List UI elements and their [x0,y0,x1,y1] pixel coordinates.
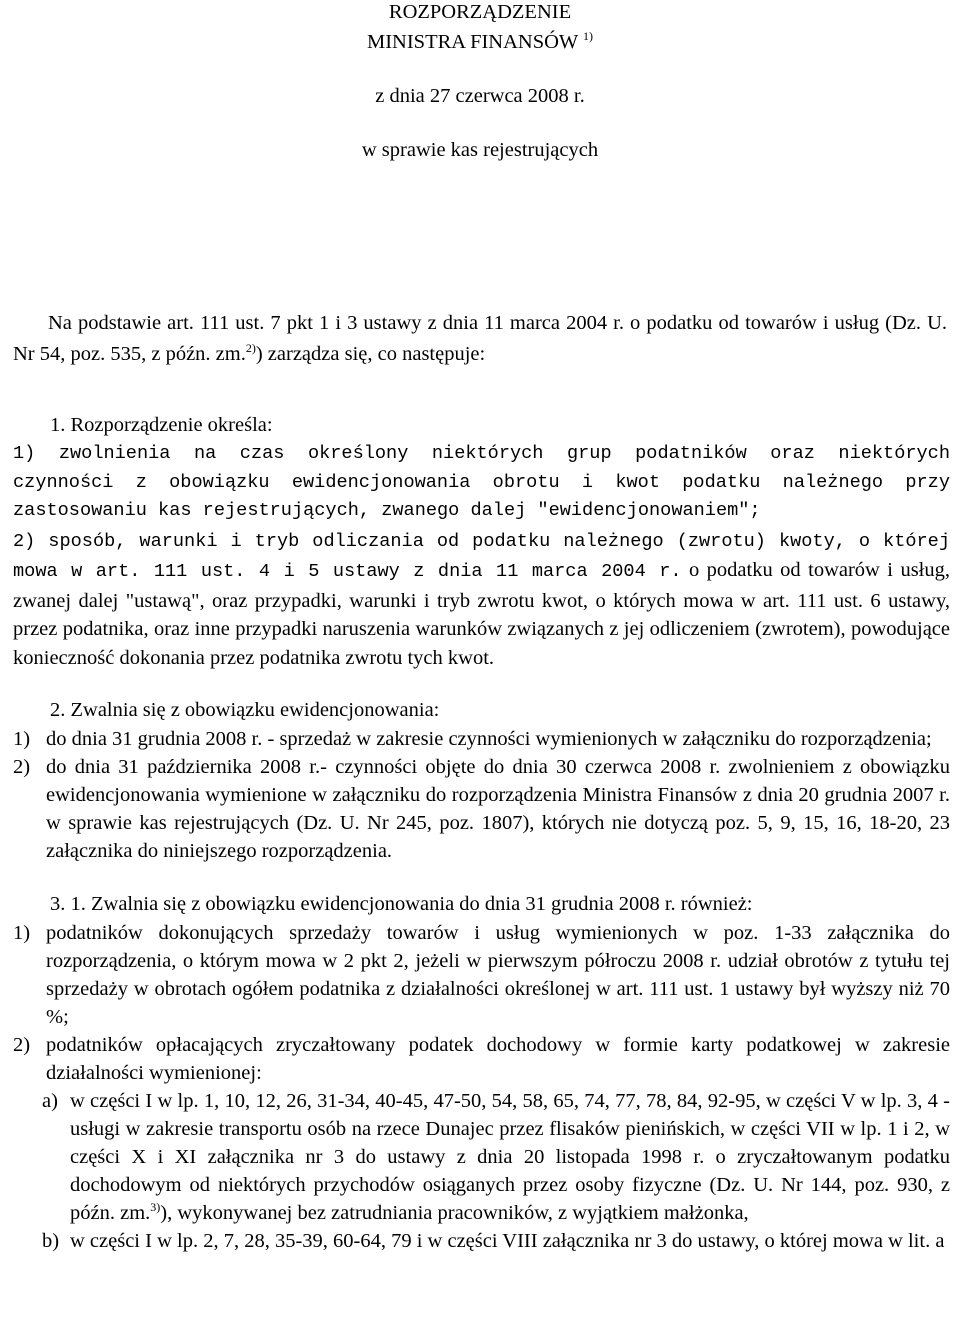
legal-basis-text: Na podstawie art. 111 ust. 7 pkt 1 i 3 ustawy z dnia 11 marca 2004 r. o podatku od towarów i usług (Dz. U. Nr 54, poz. 535, z późn. zm. [13,312,947,365]
subitem-text-end: ), wykonywanej bez zatrudniania pracowników, z wyjątkiem małżonka, [160,1202,749,1224]
section-3-subitem-a [0,1087,950,1227]
section-3-item-2 [0,1031,950,1087]
section-1-item-1: 1) zwolnienia na czas określony niektórych grup podatników oraz niektórych czynności z obowiązku ewidencjonowania obrotu i kwot podatku należnego przy zastosowaniu kas rejestrujących, zwanego dalej "ewidencjonowaniem"; [13,443,950,521]
title-block [0,0,960,165]
item-number: 2) [13,1034,31,1056]
issuer-name: MINISTRA FINANSÓW [366,31,578,53]
item-number: 1) [13,922,31,944]
subitem-text: w części I w lp. 2, 7, 28, 35-39, 60-64, 79 i w części VIII załącznika nr 3 do ustawy, o której mowa w lit. a [70,1230,945,1252]
item-text: do dnia 31 października 2008 r.- czynności objęte do dnia 30 czerwca 2008 r. zwolnieniem z obowiązku ewidencjonowania wymienione w załączniku do rozporządzenia Ministra Finansów z dnia 20 grudnia 2007 r. w sprawie kas rejestrujących (Dz. U. Nr 245, poz. 1807), których nie dotyczą poz. 5, 9, 15, 16, 18-20, 23 załącznika do niniejszego rozporządzenia. [46,756,950,862]
footnote-ref: 1) [583,29,594,44]
section-1-heading: 1. Rozporządzenie określa: [50,414,273,436]
item-number: 1) [13,728,31,750]
subitem-letter: b) [42,1230,60,1252]
legal-basis-text-end: ) zarządza się, co następuje: [255,343,486,365]
issuer-line [0,27,960,57]
item-text: podatników dokonujących sprzedaży towarów i usług wymienionych w poz. 1-33 załącznika do rozporządzenia, o którym mowa w 2 pkt 2, jeżeli w pierwszym półroczu 2008 r. udział obrotów z tytułu tej sprzedaży w obrotach ogółem podatnika z działalności określonej w art. 111 ust. 1 ustawy był wyższy niż 70 %; [46,922,950,1028]
item-number: 2) [13,756,31,778]
section-1-item-2 [13,526,950,673]
section-2-item-2 [0,753,950,865]
item-text: do dnia 31 grudnia 2008 r. - sprzedaż w zakresie czynności wymienionych w załączniku do rozporządzenia; [46,728,932,750]
subitem-letter: a) [42,1090,58,1112]
section-2-heading: 2. Zwalnia się z obowiązku ewidencjonowania: [50,699,440,721]
subitem-text: w części I w lp. 1, 10, 12, 26, 31-34, 40-45, 47-50, 54, 58, 65, 74, 77, 78, 84, 92-95, w części V w lp. 3, 4 - usługi w zakresie transportu osób na rzece Dunajec przez flisaków pienińskich, w części VII w lp. 1 i 2, w części X i XI załącznika nr 3 do ustawy z dnia 20 listopada 1998 r. o zryczałtowanym podatku dochodowym od niektórych przychodów osiąganych przez osoby fizyczne (Dz. U. Nr 144, poz. 930, z późn. zm. [70,1090,950,1224]
section-1-item-2-part1: 2) sposób, warunki i tryb odliczania od podatku należnego (zwrotu) kwoty, o której mowa w art. 111 ust. 4 i 5 ustawy z dnia 11 marca 2004 r. [13,530,950,582]
section-3-heading: 3. 1. Zwalnia się z obowiązku ewidencjonowania do dnia 31 grudnia 2008 r. również: [50,893,753,915]
section-2-item-1 [0,725,950,753]
date-line: z dnia 27 czerwca 2008 r. [375,85,585,107]
section-3-item-1 [0,919,950,1031]
section-3-subitem-b [0,1227,950,1255]
legal-basis-paragraph [13,308,947,370]
regulation-title: ROZPORZĄDZENIE [388,1,572,23]
footnote-ref: 3) [150,1200,161,1215]
subject-line: w sprawie kas rejestrujących [361,139,599,161]
footnote-ref: 2) [245,341,256,356]
item-text: podatników opłacających zryczałtowany podatek dochodowy w formie karty podatkowej w zakresie działalności wymienionej: [46,1034,950,1084]
section-1-item-2-part2: o podatku od towarów i usług, zwanej dalej "ustawą", oraz przypadki, warunki i tryb zwrotu kwot, o których mowa w art. 111 ust. 6 ustawy, przez podatnika, oraz inne przypadki naruszenia warunków związanych z jej odliczeniem (zwrotem), powodujące konieczność dokonania przez podatnika zwrotu tych kwot. [13,559,950,669]
